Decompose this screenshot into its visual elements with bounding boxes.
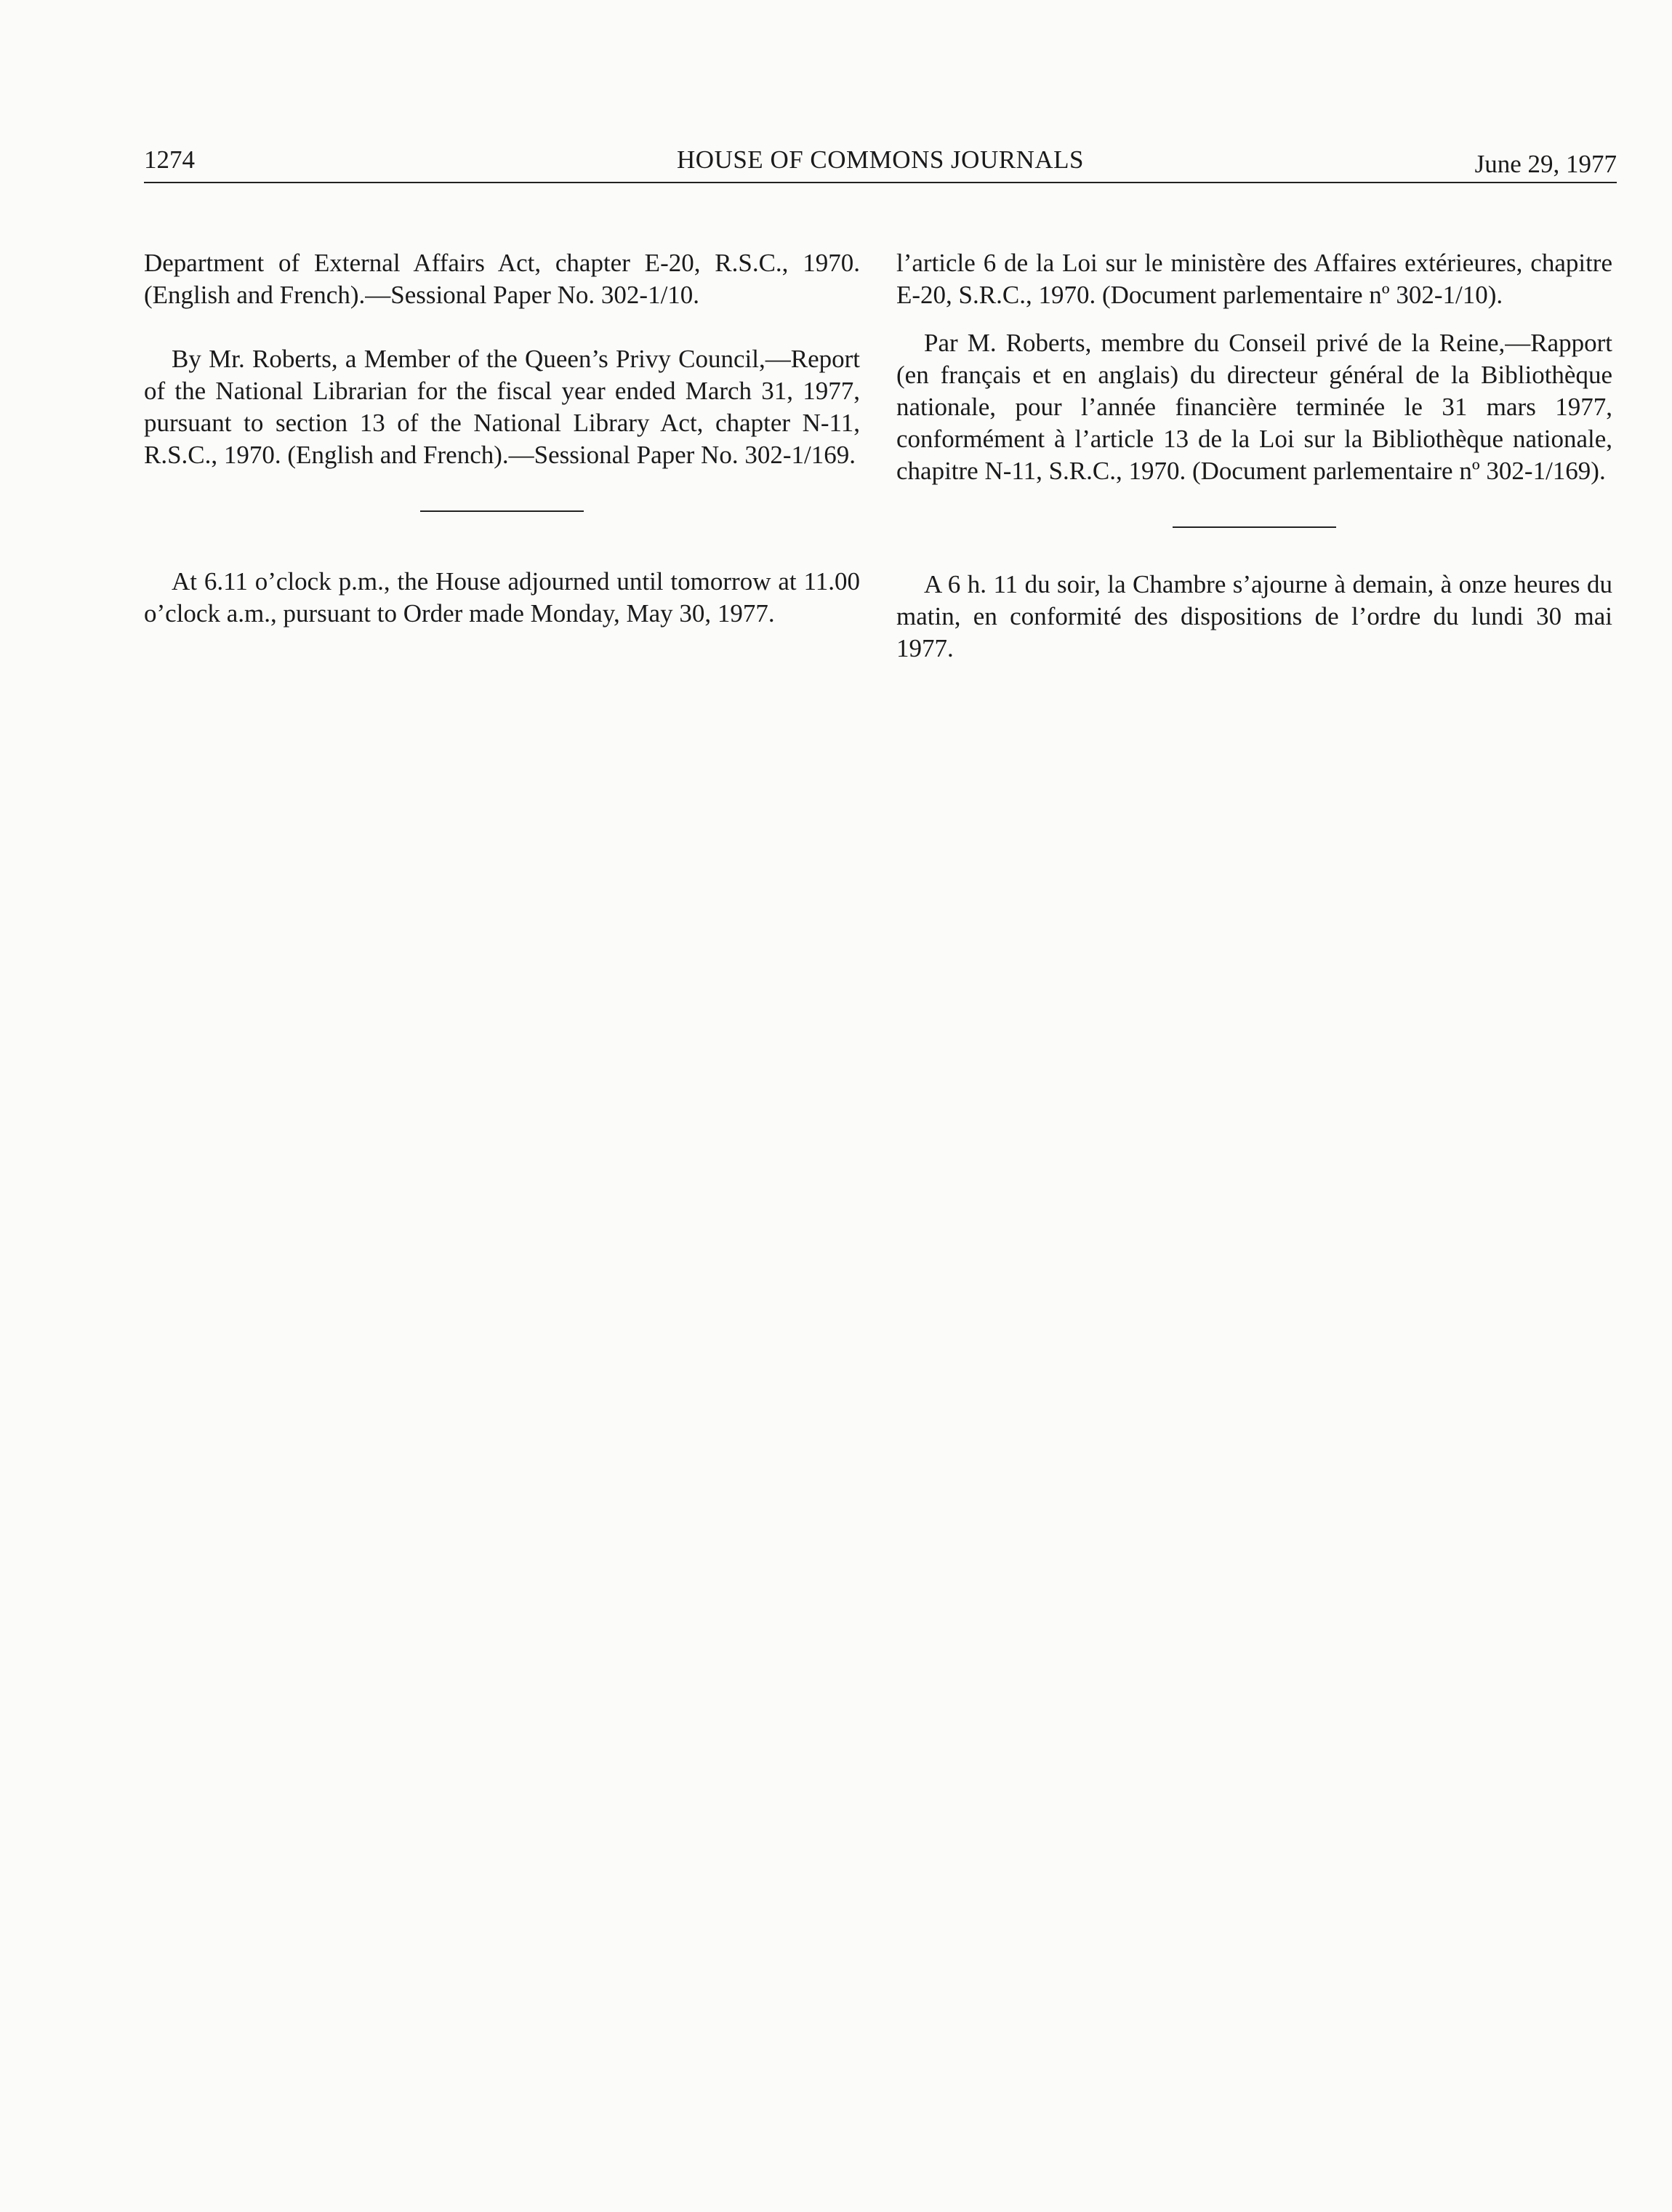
roberts-paragraph-fr: Par M. Roberts, membre du Conseil privé de la Reine,—Rapport (en français et en anglais) du directeur général de la Bibliothèque nationale, pour l’année financière terminée le 31 mars 1977, conformément à l’article 13 de la Loi sur la Bibliothèque nationale, chapitre N-11, S.R.C., 1970. (Document parlementaire nº 302-1/169).: [896, 329, 1612, 485]
adjournment-paragraph-fr: A 6 h. 11 du soir, la Chambre s’ajourne à demain, à onze heures du matin, en conformité des dispositions de l’ordre du lundi 30 mai 1977.: [896, 570, 1612, 662]
continuation-paragraph-en: Department of External Affairs Act, chapter E-20, R.S.C., 1970. (English and French).—Sessional Paper No. 302-1/10.: [144, 249, 860, 309]
section-divider-en: [420, 510, 584, 512]
page-header: [144, 145, 1617, 182]
page-number: 1274: [144, 145, 195, 174]
section-divider-fr: [1173, 526, 1336, 528]
header-rule: [144, 182, 1617, 183]
roberts-paragraph-en: By Mr. Roberts, a Member of the Queen’s Privy Council,—Report of the National Librarian for the fiscal year ended March 31, 1977, pursuant to section 13 of the National Library Act, chapter N-11, R.S.C., 1970. (English and French).—Sessional Paper No. 302-1/169.: [144, 345, 860, 469]
continuation-paragraph-fr: l’article 6 de la Loi sur le ministère des Affaires extérieures, chapitre E-20, S.R.C., 1970. (Document parlementaire nº 302-1/10).: [896, 249, 1612, 309]
journal-title: HOUSE OF COMMONS JOURNALS: [677, 145, 1084, 174]
header-date: June 29, 1977: [1474, 150, 1617, 178]
adjournment-paragraph-en: At 6.11 o’clock p.m., the House adjourned until tomorrow at 11.00 o’clock a.m., pursuant to Order made Monday, May 30, 1977.: [144, 567, 860, 628]
french-column: [896, 247, 1612, 665]
english-column: [144, 247, 860, 630]
